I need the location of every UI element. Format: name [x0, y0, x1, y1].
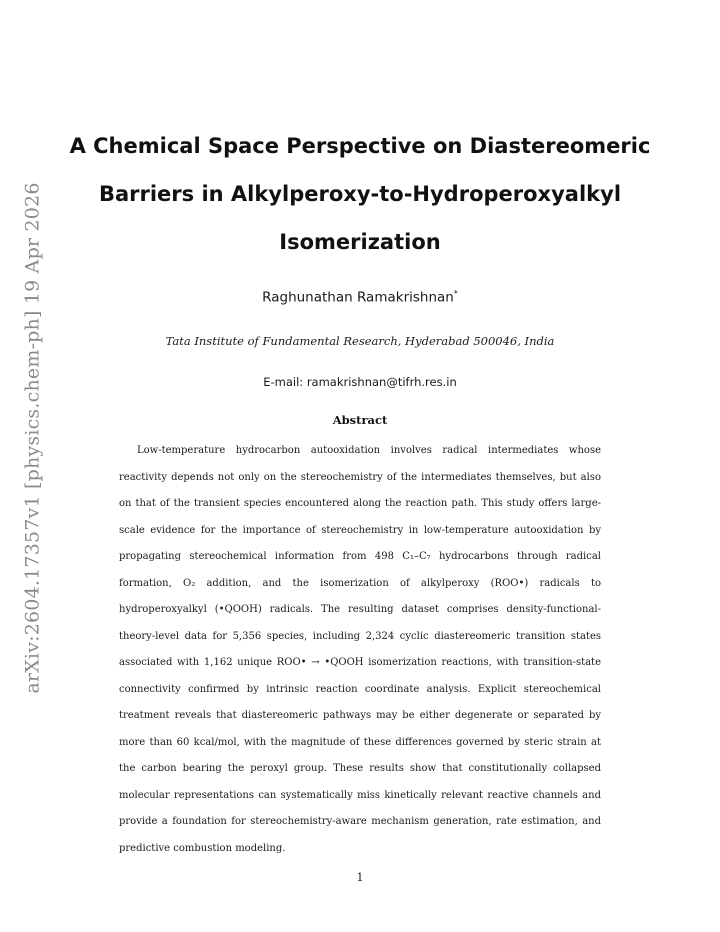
- page-number: 1: [356, 871, 364, 884]
- abstract-body: Low-temperature hydrocarbon autooxidation involves radical intermediates whose reactivity depends not only on the stereochemistry of the intermediates themselves, but also on that of the transient species encountered along the reaction path. This study offers large-scale evidence for the importance of stereochemistry in low-temperature autooxidation by propagating stereochemical information from 498 C₁–C₇ hydrocarbons through radical formation, O₂ addition, and the isomerization of alkylperoxy (ROO•) radicals to hydroperoxyalkyl (•QOOH) radicals. The resulting dataset comprises density-functional-theory-level data for 5,356 species, including 2,324 cyclic diastereomeric transition states associated with 1,162 unique ROO• → •QOOH isomerization reactions, with transition-state connectivity confirmed by intrinsic reaction coordinate analysis. Explicit stereochemical treatment reveals that diastereomeric pathways may be either degenerate or separated by more than 60 kcal/mol, with the magnitude of these differences governed by steric strain at the carbon bearing the peroxyl group. These results show that constitutionally collapsed molecular representations can systematically miss kinetically relevant reactive channels and provide a foundation for stereochemistry-aware mechanism generation, rate estimation, and predictive combustion modeling.: [119, 445, 601, 854]
- author-name: Raghunathan Ramakrishnan: [262, 289, 454, 306]
- author-affiliation: Tata Institute of Fundamental Research, Hyderabad 500046, India: [165, 334, 555, 348]
- arxiv-identifier-stamp: [18, 182, 48, 694]
- author-email: E-mail: ramakrishnan@tifrh.res.in: [263, 375, 457, 389]
- arxiv-identifier-text: arXiv:2604.17357v1 [physics.chem-ph] 19 Apr 2026: [22, 182, 44, 694]
- paper-title: A Chemical Space Perspective on Diastereomeric Barriers in Alkylperoxy-to-Hydroperoxyalkyl Isomerization: [69, 134, 651, 254]
- corresponding-author-mark: *: [453, 289, 458, 298]
- author-line: [60, 289, 660, 306]
- abstract-heading: Abstract: [332, 413, 388, 427]
